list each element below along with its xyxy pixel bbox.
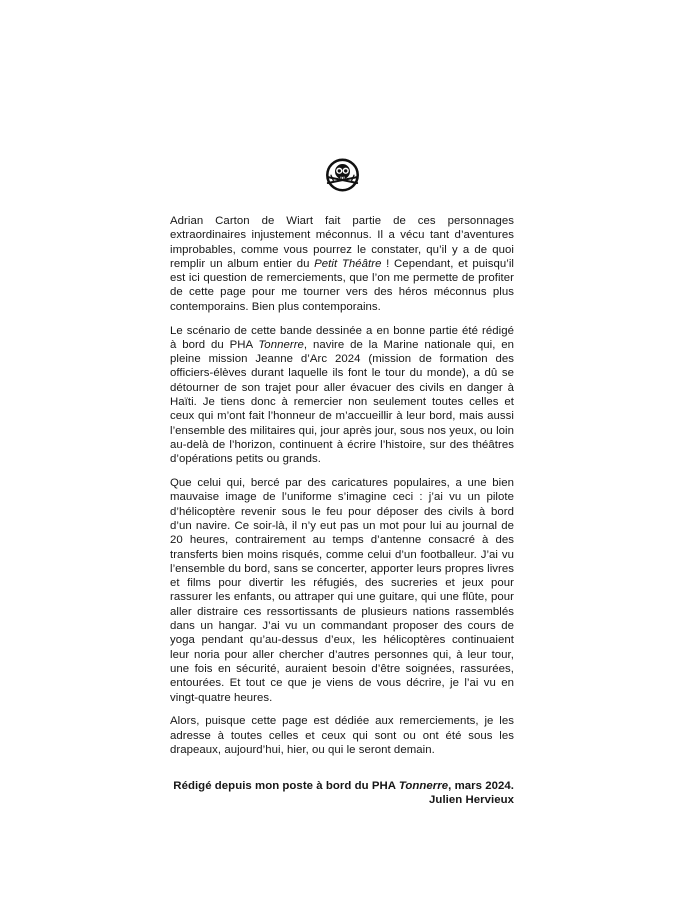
paragraph-remerciements [170,714,514,757]
text-run: Adrian Carton de Wiart fait partie de ces personnages extraordinaires injustement méconnus. Il a vécu tant d’aventures improbables, comme vous pourrez le constater, qu’il y a de quoi remplir un album entier du [170,215,514,270]
text-run-italic: Petit Théâtre [314,257,382,270]
signature-author-name: Julien Hervieux [429,794,514,807]
signature-line-place-date [170,779,514,793]
text-run: , mars 2024. [448,780,514,793]
skull-and-crossed-swords-icon [0,156,684,196]
signature-block [170,779,514,808]
text-run-italic: Tonnerre [398,780,449,793]
text-run: , navire de la Marine nationale qui, en pleine mission Jeanne d’Arc 2024 (mission de formation des officiers-élèves durant laquelle ils font le tour du monde), a dû se détourner de son trajet pour aller évacuer des civils en danger à Haïti. Je tiens donc à remercier non seulement toutes celles et ceux qui m’ont fait l’honneur de m’accueillir à leur bord, mais aussi l’ensemble des militaires qui, jour après jour, sous nos yeux, ou loin au-delà de l’horizon, continuent à écrire l’histoire, sur des théâtres d’opérations petits ou grands. [170,338,514,466]
text-run-italic: Tonnerre [258,338,304,351]
text-run: ! Cependant, et puisqu’il est ici question de remerciements, que l’on me permette de profiter de cette page pour me tourner vers des héros méconnus plus contemporains. Bien plus contemporains. [170,257,514,313]
text-run: Rédigé depuis mon poste à bord du PHA [173,780,399,793]
text-run: Alors, puisque cette page est dédiée aux remerciements, je les adresse à toutes celles et ceux qui sont ou ont été sous les drapeaux, aujourd’hui, hier, ou qui le seront demain. [170,715,514,756]
text-run: Le scénario de cette bande dessinée a en bonne partie été rédigé à bord du PHA [170,324,514,351]
acknowledgements-text [170,214,514,808]
text-run: Que celui qui, bercé par des caricatures populaires, a une bien mauvaise image de l’uniforme s’imagine ceci : j’ai vu un pilote d’hélicoptère revenir sous le feu pour déposer des civils à bord d’un navire. Ce soir-là, il n’y eut pas un mot pour lui au journal de 20 heures, contrairement au temps d’antenne consacré à des transferts bien moins risqués, comme celui d’un footballeur. J’ai vu l’ensemble du bord, sans se concerter, apporter leurs propres livres et films pour divertir les réfugiés, des sucreries et jeux pour rassurer les enfants, ou attraper qui une guitare, qui une flûte, pour aller distraire ces ressortissants de plusieurs nations rassemblés dans un hangar. J’ai vu un commandant proposer des cours de yoga pendant qu’au-dessus d’eux, les hélicoptères continuaient leur noria pour aller chercher d’autres personnes qui, à leur tour, une fois en sécurité, auraient besoin d’être soignées, rassurées, entourées. Et tout ce que je viens de vous décrire, je l’ai vu en vingt-quatre heures. [170,477,514,704]
paragraph-scenario-tonnerre [170,324,514,467]
paragraph-adrian-carton [170,214,514,314]
paragraph-caricatures [170,476,514,705]
